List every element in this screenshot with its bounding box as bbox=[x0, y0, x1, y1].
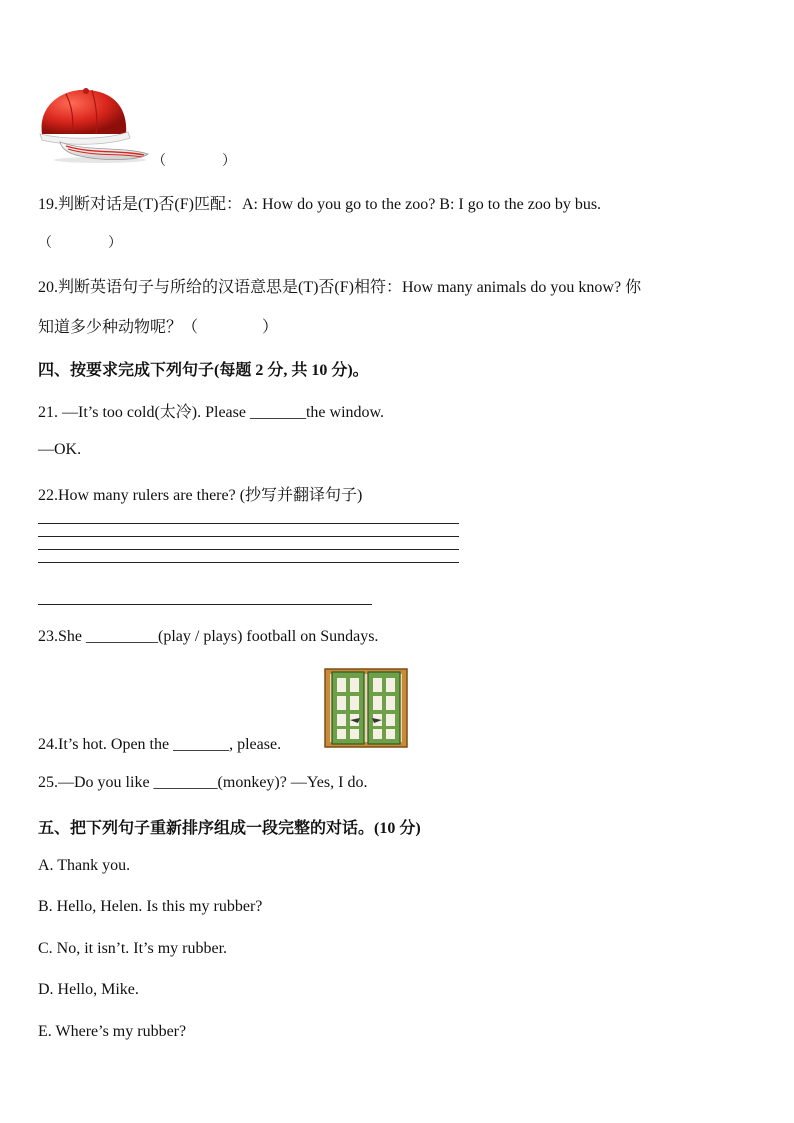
option-e: E. Where’s my rubber? bbox=[38, 1023, 187, 1040]
q19-answer-paren[interactable]: （ ） bbox=[38, 236, 122, 251]
section-4-heading: 四、按要求完成下列句子(每题 2 分, 共 10 分)。 bbox=[38, 362, 369, 379]
cap-icon bbox=[36, 84, 152, 164]
q22-text: 22.How many rulers are there? (抄写并翻译句子) bbox=[38, 487, 363, 504]
q20-text-line2: 知道多少种动物呢？（ ） bbox=[38, 319, 279, 336]
q22-writing-line-1[interactable] bbox=[38, 523, 459, 524]
q25-text: 25.—Do you like ________(monkey)? —Yes, I do. bbox=[38, 774, 368, 791]
section-5-heading: 五、把下列句子重新排序组成一段完整的对话。(10 分) bbox=[38, 820, 421, 837]
q18-answer-paren[interactable]: （ ） bbox=[152, 154, 236, 169]
option-a: A. Thank you. bbox=[38, 857, 131, 874]
window-icon bbox=[324, 668, 408, 748]
q22-writing-line-2[interactable] bbox=[38, 536, 459, 537]
q24-text: 24.It’s hot. Open the _______, please. bbox=[38, 736, 282, 753]
q19-text: 19.判断对话是(T)否(F)匹配：A: How do you go to the zoo? B: I go to the zoo by bus. bbox=[38, 196, 602, 213]
q21-text-line1: 21. —It’s too cold(太冷). Please _______the window. bbox=[38, 404, 385, 421]
q22-writing-line-4[interactable] bbox=[38, 562, 459, 563]
q21-text-line2: —OK. bbox=[38, 441, 82, 458]
q20-text-line1: 20.判断英语句子与所给的汉语意思是(T)否(F)相符：How many animals do you know? 你 bbox=[38, 279, 642, 296]
q22-translation-line[interactable] bbox=[38, 604, 372, 605]
q23-text: 23.She _________(play / plays) football on Sundays. bbox=[38, 628, 379, 645]
option-c: C. No, it isn’t. It’s my rubber. bbox=[38, 940, 228, 957]
option-b: B. Hello, Helen. Is this my rubber? bbox=[38, 898, 263, 915]
option-d: D. Hello, Mike. bbox=[38, 981, 139, 998]
q22-writing-line-3[interactable] bbox=[38, 549, 459, 550]
